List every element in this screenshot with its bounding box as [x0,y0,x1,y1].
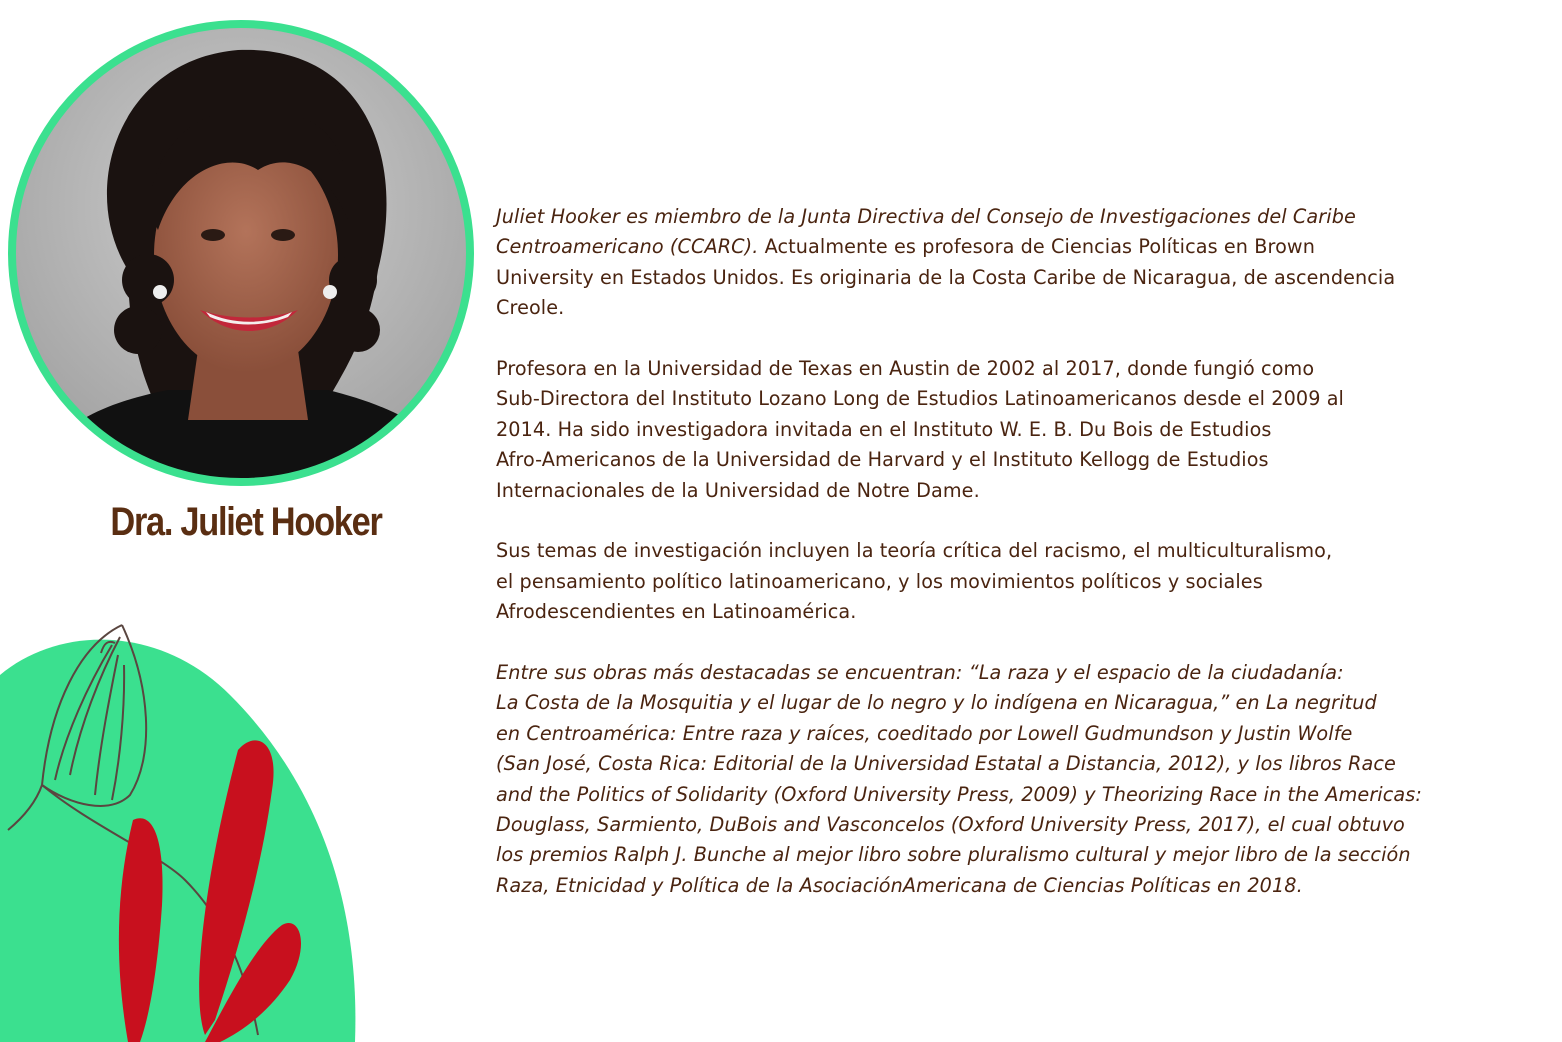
profile-name: Dra. Juliet Hooker [110,500,382,544]
green-shape [0,640,355,1042]
bio-paragraph-4: Entre sus obras más destacadas se encuentran: “La raza y el espacio de la ciudadanía: La Costa de la Mosquitia y el lugar de lo negro y lo indígena en Nicaragua,” en La negritud en Centroamérica: Entre raza y raíces, coeditado por Lowell Gudmundson y Justin Wolfe (San José, Costa Rica: Editorial de la Universidad Estatal a Distancia, 2012), y los libros Race and the Politics of Solidarity (Oxford University Press, 2009) y Theorizing Race in the Americas: Douglass, Sarmiento, DuBois and Vasconcelos (Oxford University Press, 2017), el cual obtuvo los premios Ralph J. Bunche al mejor libro sobre pluralismo cultural y mejor libro de la sección Raza, Etnicidad y Política de la AsociaciónAmericana de Ciencias Políticas en 2018. [496,661,1422,897]
bio-p1-italic: Juliet Hooker es miembro de la Junta Directiva del Consejo de Investigaciones del Caribe Centroamericano (CCARC). [496,205,1356,259]
bio-paragraph-2: Profesora en la Universidad de Texas en Austin de 2002 al 2017, donde fungió como Sub-Directora del Instituto Lozano Long de Estudios Latinoamericanos desde el 2009 al 2014. Ha sido investigadora invitada en el Instituto W. E. B. Du Bois de Estudios Afro-Americanos de la Universidad de Harvard y el Instituto Kellogg de Estudios Internacionales de la Universidad de Notre Dame. [496,357,1344,502]
decorative-leaves [0,615,360,1042]
bio-p1-rest: Actualmente es profesora de Ciencias Políticas en Brown University en Estados Unidos. Es originaria de la Costa Caribe de Nicaragua, de ascendencia Creole. [496,235,1396,320]
portrait [8,20,474,486]
portrait-photo [8,20,474,486]
bio [496,202,1546,932]
bio-paragraph-1 [496,202,1546,324]
bio-paragraph-3: Sus temas de investigación incluyen la teoría crítica del racismo, el multiculturalismo, el pensamiento político latinoamericano, y los movimientos políticos y sociales Afrodescendientes en Latinoamérica. [496,539,1333,624]
